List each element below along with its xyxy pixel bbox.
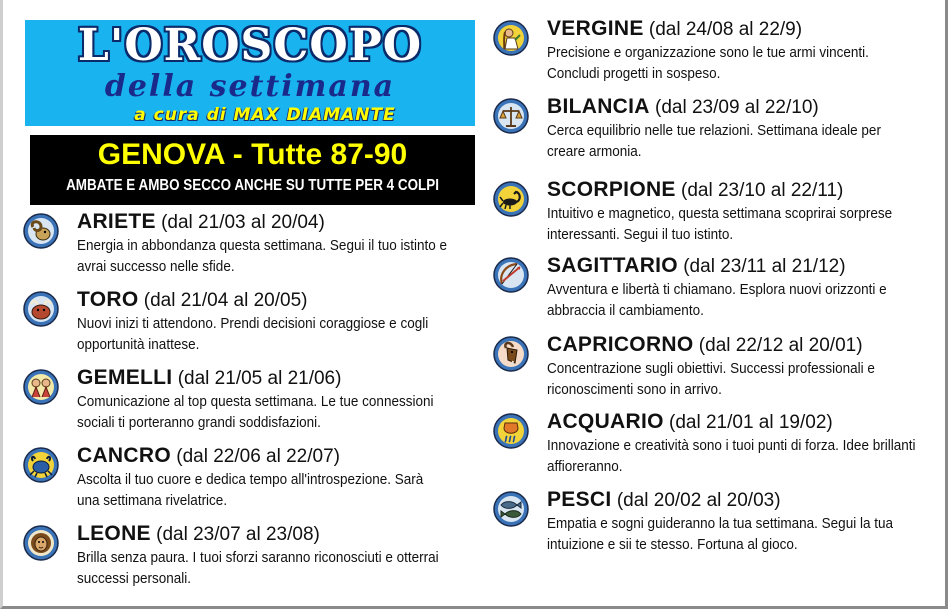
sign-dates: (dal 23/11 al 21/12)	[683, 256, 846, 277]
sign-dates: (dal 22/12 al 20/01)	[698, 335, 863, 356]
sign-text: Energia in abbondanza questa settimana. Segui il tuo istinto e avrai successo nelle sfide.	[77, 237, 447, 275]
lotto-banner	[30, 135, 475, 205]
sign-text: Ascolta il tuo cuore e dedica tempo all'introspezione. Sarà una settimana rivelatrice.	[77, 471, 424, 509]
sign-dates: (dal 21/03 al 20/04)	[161, 212, 325, 233]
water-bearer-icon	[493, 413, 529, 449]
sign-text: Brilla senza paura. I tuoi sforzi saranno riconosciuti e otterrai successi personali.	[77, 549, 439, 587]
ram-icon	[23, 213, 59, 249]
sign-name: BILANCIA	[547, 95, 650, 118]
sign-text: Nuovi inizi ti attendono. Prendi decisioni coraggiose e cogli opportunità inattese.	[77, 315, 429, 353]
scorpion-icon	[493, 181, 529, 217]
header-subtitle: della settimana	[104, 69, 396, 104]
sign-name: SAGITTARIO	[547, 254, 678, 277]
sign-dates: (dal 23/09 al 22/10)	[655, 97, 819, 118]
sign-text: Concentrazione sugli obiettivi. Successi professionali e riconoscimenti sono in arrivo.	[547, 360, 875, 398]
sign-name: VERGINE	[547, 17, 644, 40]
archer-icon	[493, 257, 529, 293]
horoscope-header	[25, 20, 475, 126]
sign-dates: (dal 23/07 al 23/08)	[156, 524, 320, 545]
sign-name: CANCRO	[77, 444, 171, 467]
sign-text: Comunicazione al top questa settimana. Le tue connessioni sociali ti porteranno grandi soddisfazioni.	[77, 393, 434, 431]
sign-dates: (dal 20/02 al 20/03)	[616, 490, 781, 511]
sign-name: CAPRICORNO	[547, 333, 694, 356]
twins-icon	[23, 369, 59, 405]
header-author: a cura di MAX DIAMANTE	[134, 105, 396, 125]
header-title: L'OROSCOPO	[77, 20, 423, 71]
sign-dates: (dal 21/05 al 21/06)	[177, 368, 342, 389]
sign-name: ARIETE	[77, 210, 156, 233]
lotto-subtitle: AMBATE E AMBO SECCO ANCHE SU TUTTE PER 4 COLPI	[66, 177, 439, 194]
sign-dates: (dal 23/10 al 22/11)	[681, 180, 844, 201]
sign-text: Cerca equilibrio nelle tue relazioni. Settimana ideale per creare armonia.	[547, 122, 881, 160]
sign-name: TORO	[77, 288, 139, 311]
crab-icon	[23, 447, 59, 483]
sign-text: Empatia e sogni guideranno la tua settimana. Segui la tua intuizione e sii te stesso. Fortuna al gioco.	[547, 515, 893, 553]
sign-text: Innovazione e creatività sono i tuoi punti di forza. Idee brillanti affioreranno.	[547, 437, 916, 475]
sign-dates: (dal 22/06 al 22/07)	[176, 446, 340, 467]
sign-dates: (dal 24/08 al 22/9)	[648, 19, 803, 40]
bull-icon	[23, 291, 59, 327]
sign-name: SCORPIONE	[547, 178, 676, 201]
lion-icon	[23, 525, 59, 561]
lotto-title: GENOVA - Tutte 87-90	[97, 138, 408, 171]
sign-text: Intuitivo e magnetico, questa settimana scoprirai sorprese interessanti. Segui il tuo istinto.	[547, 205, 893, 243]
sign-name: ACQUARIO	[547, 410, 664, 433]
virgin-icon	[493, 20, 529, 56]
sign-name: LEONE	[77, 522, 151, 545]
sign-name: PESCI	[547, 488, 612, 511]
sign-dates: (dal 21/01 al 19/02)	[669, 412, 833, 433]
sign-dates: (dal 21/04 al 20/05)	[143, 290, 308, 311]
scales-icon	[493, 98, 529, 134]
sign-text: Precisione e organizzazione sono le tue armi vincenti. Concludi progetti in sospeso.	[547, 44, 869, 82]
sign-name: GEMELLI	[77, 366, 173, 389]
sign-text: Avventura e libertà ti chiamano. Esplora nuovi orizzonti e abbraccia il cambiamento.	[547, 281, 887, 319]
goat-icon	[493, 336, 529, 372]
fish-icon	[493, 491, 529, 527]
